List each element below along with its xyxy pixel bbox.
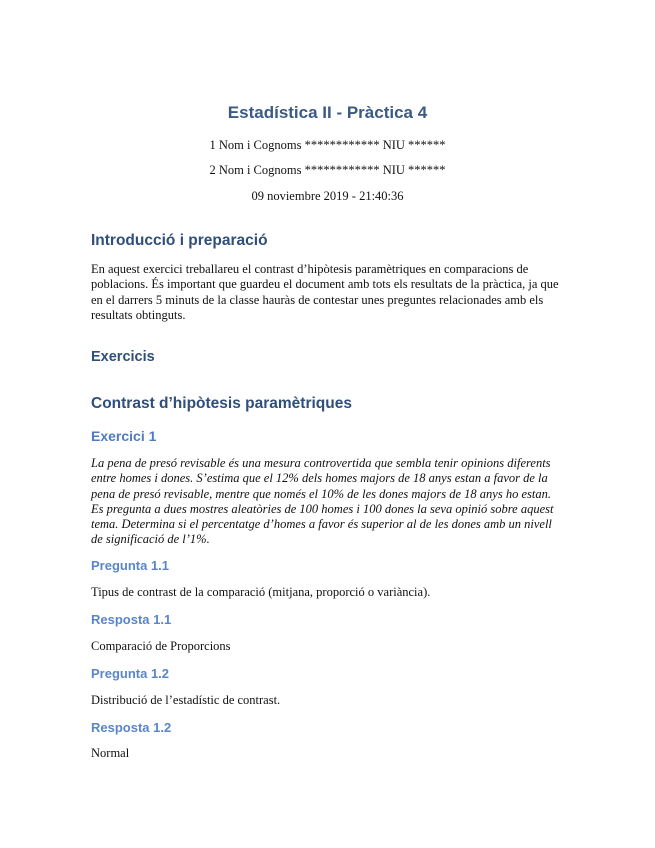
author-line-1: 1 Nom i Cognoms ************ NIU ****** [209,138,446,152]
exercici1-heading: Exercici 1 [91,428,157,444]
intro-heading: Introducció i preparació [91,232,268,249]
resposta-1-1-heading: Resposta 1.1 [91,612,172,627]
pregunta-1-2-heading: Pregunta 1.2 [91,666,170,681]
resposta-1-1-text: Comparació de Proporcions [91,639,231,653]
exercici1-paragraph: La pena de presó revisable és una mesura controvertida que sembla tenir opinions diferents entre homes i dones. S’estima que el 12% dels homes majors de 18 anys estan a favor de la pena de presó revisable, mentre que només el 10% de les dones majors de 18 anys ho estan. Es pregunta a dues mostres aleatòries de 100 homes i 100 dones la seva opinió sobre aquest tema. Determina si el percentatge d’homes a favor és superior al de les dones amb un nivell de significació de l’1%. [91,456,554,547]
resposta-1-2-heading: Resposta 1.2 [91,720,172,735]
resposta-1-2-text: Normal [91,746,130,760]
contrast-heading: Contrast d’hipòtesis paramètriques [91,395,352,412]
document-date: 09 noviembre 2019 - 21:40:36 [251,189,404,203]
document-title: Estadística II - Pràctica 4 [227,103,428,122]
pregunta-1-1-heading: Pregunta 1.1 [91,558,170,573]
exercicis-heading: Exercicis [91,349,155,365]
intro-paragraph: En aquest exercici treballareu el contrast d’hipòtesis paramètriques en comparacions de poblacions. És important que guardeu el document amb tots els resultats de la pràctica, ja que en el darrers 5 minuts de la classe hauràs de contestar unes preguntes relacionades amb els resultats obtinguts. [91,262,559,322]
pregunta-1-1-text: Tipus de contrast de la comparació (mitjana, proporció o variància). [91,585,431,599]
author-line-2: 2 Nom i Cognoms ************ NIU ****** [209,163,446,177]
pregunta-1-2-text: Distribució de l’estadístic de contrast. [91,693,281,707]
